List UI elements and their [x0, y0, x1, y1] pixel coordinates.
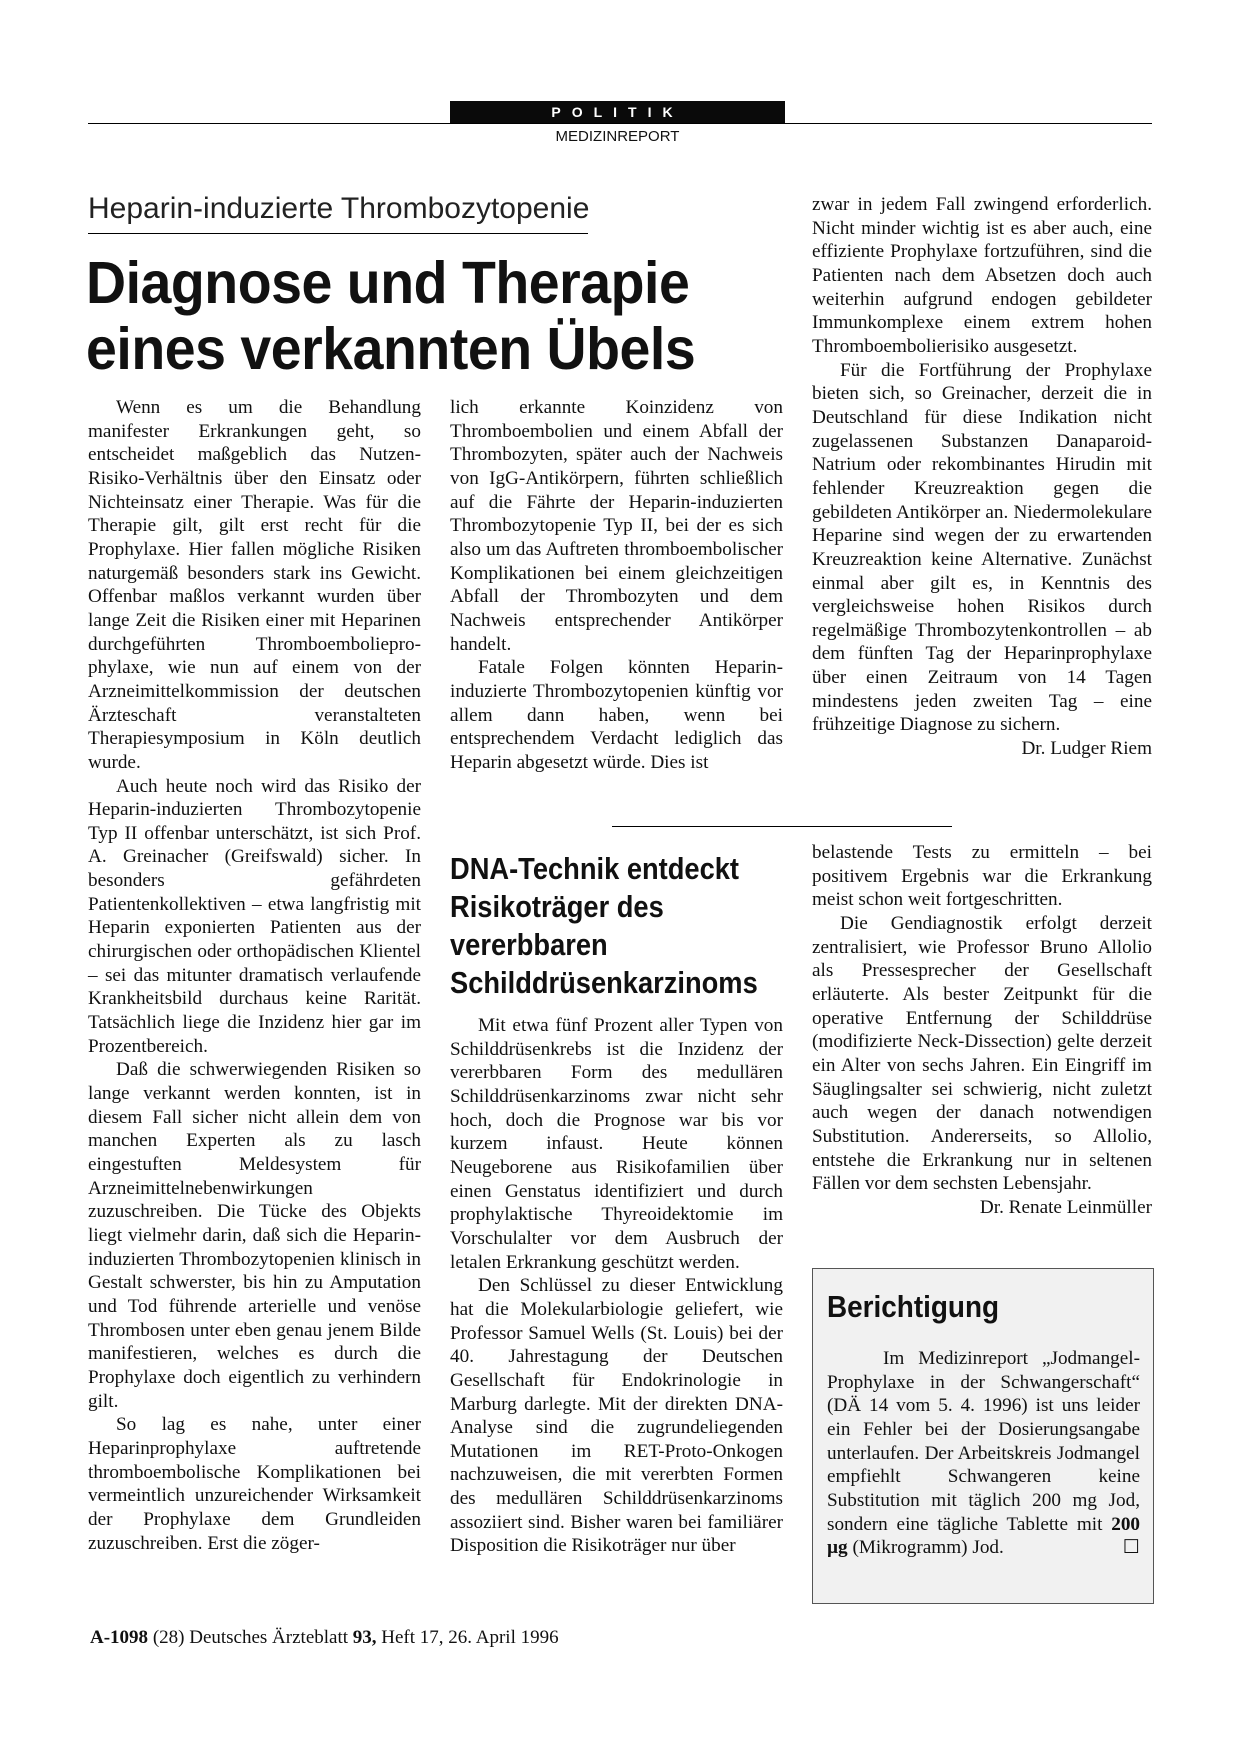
article1-column-2	[450, 396, 783, 801]
end-mark-icon: ☐	[1122, 1537, 1140, 1559]
article-headline	[86, 250, 763, 382]
overline-rule	[88, 233, 588, 234]
dose-value: 200 µg	[827, 1513, 1140, 1559]
volume-number: 93,	[352, 1627, 377, 1648]
author-signature: Dr. Renate Leinmüller	[979, 1196, 1152, 1218]
paragraph: belastende Tests zu ermitteln – bei positivem Ergebnis war die Erkrankung meist schon weit fortgeschritten.	[812, 842, 1152, 911]
top-rule	[88, 123, 1152, 124]
article2-headline: DNA-Technik entdeckt Risikoträger des vererbbaren Schilddrüsenkarzinoms	[450, 851, 758, 1000]
article2-column-2	[450, 1014, 783, 1604]
article-overline: Heparin-induzierte Thrombozytopenie	[88, 192, 590, 225]
page-number: A-1098	[90, 1627, 149, 1648]
section-kicker: POLITIK	[450, 101, 785, 123]
paragraph: lich erkannte Koinzidenz von Thromboembolien und einem Abfall der Thrombozyten, später auch der Nachweis von IgG-Antikörpern, führten schließlich auf die Fährte der Heparin-induzierten Thrombozytopenie Typ II, bei der es sich also um das Auftreten thromboembolischer Komplikationen bei einem gleichzeitigen Abfall der Thrombozyten und dem Nachweis entsprechender Antikörper handelt.	[450, 397, 783, 655]
correction-text	[827, 1347, 1140, 1560]
paragraph	[812, 359, 1152, 760]
paragraph	[812, 912, 1152, 1218]
paragraph: zwar in jedem Fall zwingend erforderlich. Nicht minder wichtig ist es aber auch, eine effiziente Prophylaxe fortzuführen, sind die Patienten nach dem Absetzen doch auch weiterhin aufgrund endogen gebildeter Immunkomplexe einem extrem hohen Thromboembolierisiko ausgesetzt.	[812, 194, 1152, 357]
article-divider	[612, 826, 952, 827]
paragraph	[827, 1347, 1140, 1560]
paragraph: Auch heute noch wird das Risiko der Heparin-induzierten Thrombozytopenie Typ II offenbar unterschätzt, ist sich Prof. A. Greinacher (Greifswald) sicher. In besonders gefährdeten Patientenkollektiven – etwa langfristig mit Heparin exponierten Patienten aus der chirurgischen oder orthopädischen Klientel – sei das mitunter dramatisch verlaufende Krankheitsbild durchaus keine Rarität. Tatsächlich liege die Inzidenz hier gar im Prozentbereich.	[88, 775, 421, 1057]
correction-title: Berichtigung	[827, 1289, 1000, 1324]
page-footer	[90, 1627, 559, 1649]
paragraph-text: Für die Fortführung der Prophylaxe bieten sich, so Greinacher, derzeit die in Deutschland für diese Indikation nicht zugelassenen Substanzen Danaparoid-Natrium oder rekombinantes Hirudin mit fehlender Kreuzreaktion gegen die gebildeten Antikörper an. Niedermolekulare Heparine sind wegen der zu erwartenden Kreuzreaktion keine Alternative. Zunächst einmal aber gilt es, in Kenntnis des vergleichsweise hohen Risikos durch regelmäßige Thrombozytenkontrollen – ab dem fünften Tag der Heparinprophylaxe über einen Zeitraum von 14 Tagen mindestens jeden zweiten Tag – eine frühzeitige Diagnose zu sichern.	[812, 359, 1152, 736]
author-signature: Dr. Ludger Riem	[1021, 738, 1152, 760]
issue-info: Heft 17, 26. April 1996	[381, 1627, 559, 1648]
headline-line-1: Diagnose und Therapie	[86, 250, 690, 316]
article1-column-3	[812, 193, 1152, 805]
paragraph: So lag es nahe, unter einer Heparinprophylaxe auftretende thromboembolische Komplikationen bei vermeintlich unzureichender Wirksamkeit der Prophylaxe dem Grundleiden zuzuschreiben. Erst die zöger-	[88, 1414, 421, 1554]
correction-tail: (Mikrogramm) Jod.	[852, 1537, 1004, 1559]
headline-line-2: eines verkannten Übels	[86, 316, 696, 382]
paragraph: Mit etwa fünf Prozent aller Typen von Schilddrüsenkrebs ist die Inzidenz der vererbbaren Form des medullären Schilddrüsenkarzinoms zwar nicht sehr hoch, doch die Prognose war bis vor kurzem infaust. Heute können Neugeborene aus Risikofamilien über einen Genstatus identifiziert und durch prophylaktische Thyreoidektomie im Vorschulalter vor dem Ausbruch der letalen Erkrankung geschützt werden.	[450, 1015, 783, 1273]
paragraph: Daß die schwerwiegenden Risiken so lange verkannt werden konnten, ist in diesem Fall sicher nicht allein dem von manchen Experten als zu lasch eingestuften Meldesystem für Arzneimittelnebenwirkungen zuzuschreiben. Die Tücke des Objekts liegt vielmehr darin, daß sich die Heparin-induzierten Thrombozytopenien klinisch in Gestalt schwerster, bis hin zu Amputation und Tod führende arterielle und venöse Thrombosen unter eben genau jenem Bilde manifestieren, welches es durch die Prophylaxe doch eigentlich zu verhindern gilt.	[88, 1059, 421, 1412]
section-label: MEDIZINREPORT	[555, 128, 680, 145]
article2-column-3	[812, 841, 1152, 1251]
paragraph: Wenn es um die Behandlung manifester Erkrankungen geht, so entscheidet maßgeblich das Nutzen-Risiko-Verhältnis über den Einsatz oder Nichteinsatz einer Therapie. Was für die Therapie gilt, gilt erst recht für die Prophylaxe. Hier fallen mögliche Risiken naturgemäß besonders stark ins Gewicht. Offenbar maßlos verkannt wurden über lange Zeit die Risiken einer mit Heparinen durchgeführten Thromboembolieprophylaxe, wie nun auf einem von der Arzneimittelkommission der deutschen Ärzteschaft veranstalteten Therapiesymposium in Köln deutlich wurde.	[88, 397, 421, 773]
paragraph: Fatale Folgen könnten Heparin-induzierte Thrombozytopenien künftig vor allem dann haben, wenn bei entsprechendem Verdacht lediglich das Heparin abgesetzt würde. Dies ist	[450, 657, 783, 773]
paragraph-text: Die Gendiagnostik erfolgt derzeit zentralisiert, wie Professor Bruno Allolio als Pressesprecher der Gesellschaft erläuterte. Als bester Zeitpunkt für die operative Entfernung der Schilddrüse (modifizierte Neck-Dissection) gelte derzeit ein Alter von sechs Jahren. Ein Eingriff im Säuglingsalter sei schwierig, nicht zuletzt auch wegen der danach notwendigen Substitution. Andererseits, so Allolio, entstehe die Erkrankung nur in seltenen Fällen vor dem sechsten Lebensjahr.	[812, 912, 1152, 1195]
correction-box	[812, 1268, 1154, 1604]
correction-body: Im Medizinreport „Jodmangel-Prophylaxe in der Schwangerschaft“ (DÄ 14 vom 5. 4. 1996) ist uns leider ein Fehler bei der Dosierungsangabe unterlaufen. Der Arbeitskreis Jodmangel empfiehlt Schwangeren keine Substitution mit täglich 200 mg Jod, sondern eine tägliche Tablette mit	[827, 1348, 1140, 1535]
paragraph: Den Schlüssel zu dieser Entwicklung hat die Molekularbiologie geliefert, wie Professor Samuel Wells (St. Louis) bei der 40. Jahrestagung der Deutschen Gesellschaft für Endokrinologie in Marburg darlegte. Mit der direkten DNA-Analyse sind die zugrundeliegenden Mutationen im RET-Proto-Onkogen nachzuweisen, die mit vererbten Formen des medullären Schilddrüsenkarzinoms assoziiert sind. Bisher waren bei familiärer Disposition die Risikoträger nur über	[450, 1275, 783, 1557]
journal-name: (28) Deutsches Ärzteblatt	[152, 1627, 349, 1648]
article1-column-1	[88, 396, 421, 1601]
